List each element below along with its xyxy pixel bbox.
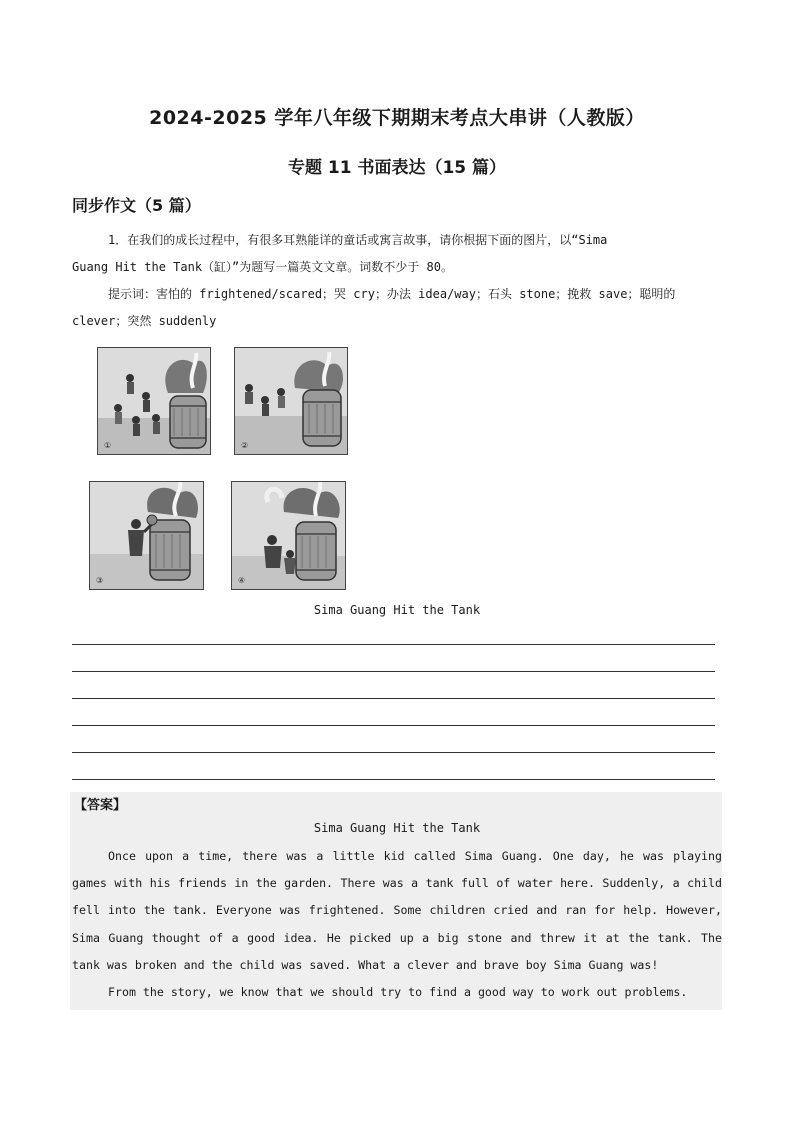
writing-line (72, 725, 715, 726)
answer-title: Sima Guang Hit the Tank (313, 821, 481, 835)
story-picture-3 (89, 481, 204, 590)
question-hints (72, 281, 722, 335)
hint-line-1: 提示词：害怕的 frightened/scared；哭 cry；办法 idea/way；石头 stone；挽救 save；聪明的 (108, 287, 676, 301)
story-picture-4 (231, 481, 346, 590)
picture-number-1: ① (104, 441, 112, 450)
writing-line (72, 779, 715, 780)
story-picture-2 (234, 347, 348, 455)
story-picture-1 (97, 347, 211, 455)
section-title: 同步作文（5 篇） (72, 196, 201, 215)
answer-label: 【答案】 (74, 798, 127, 813)
writing-line (72, 752, 715, 753)
prompt-line-1: 1．在我们的成长过程中，有很多耳熟能详的童话或寓言故事，请你根据下面的图片，以“Sima (108, 233, 608, 247)
page-title: 2024-2025 学年八年级下期期末考点大串讲（人教版） (149, 107, 645, 129)
writing-line (72, 644, 715, 645)
page-subtitle: 专题 11 书面表达（15 篇） (287, 158, 507, 178)
answer-paragraph-2: From the story, we know that we should try to find a good way to work out problems. (108, 985, 688, 1000)
answer-text (72, 843, 722, 1006)
question-prompt (72, 227, 722, 281)
picture-number-2: ② (241, 441, 249, 450)
answer-paragraph-1: Once upon a time, there was a little kid called Sima Guang. One day, he was playing games with his friends in the garden. There was a tank full of water here. Suddenly, a child fell into the tank. Everyone was frightened. Some children cried and ran for help. However, Sima Guang thought of a good idea. He picked up a big stone and threw it at the tank. The tank was broken and the child was saved. What a clever and brave boy Sima Guang was! (72, 849, 722, 972)
picture-number-4: ④ (238, 576, 246, 585)
writing-line (72, 671, 715, 672)
writing-line (72, 698, 715, 699)
hint-line-2: clever；突然 suddenly (72, 314, 217, 328)
picture-caption: Sima Guang Hit the Tank (313, 603, 481, 617)
prompt-line-2: Guang Hit the Tank（缸）”为题写一篇英文文章。词数不少于 80。 (72, 260, 453, 274)
picture-number-3: ③ (96, 576, 104, 585)
